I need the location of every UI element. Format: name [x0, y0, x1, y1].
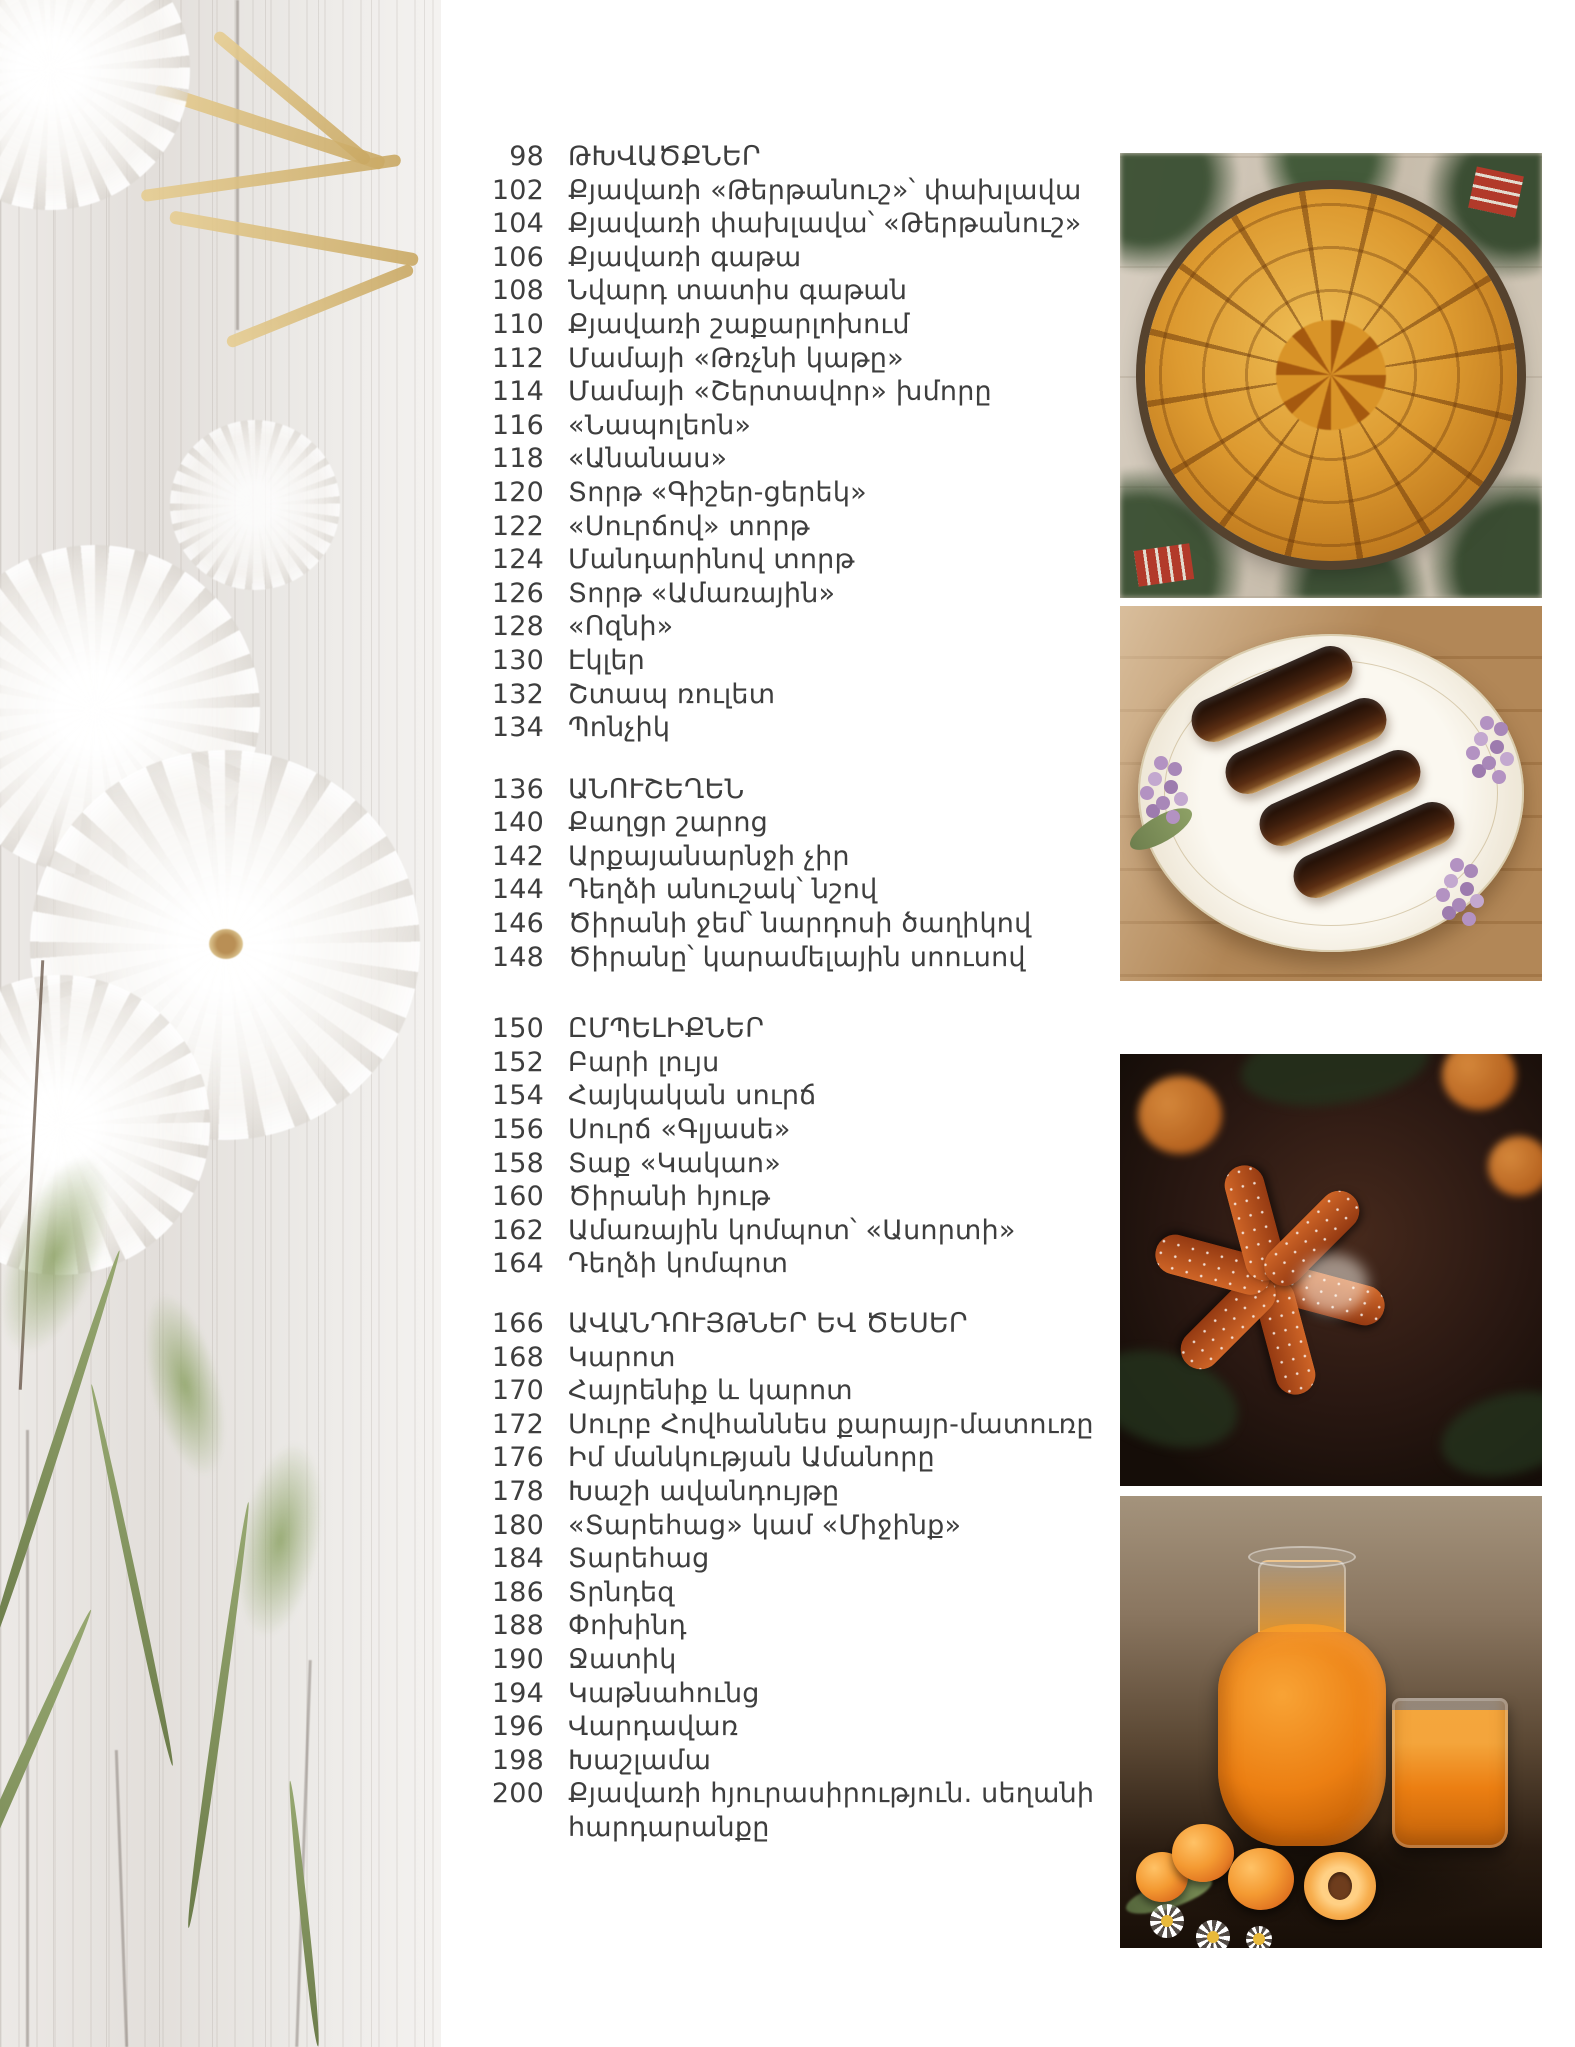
daisy-flower-art [1192, 1916, 1233, 1948]
toc-page-number: 152 [491, 1046, 544, 1078]
toc-entry-title: Հայրենիք և կարոտ [568, 1375, 853, 1407]
toc-page-number: 196 [491, 1711, 544, 1743]
toc-page-number: 158 [491, 1147, 544, 1179]
toc-entry-title: Դեղձի անուշակ՝ նշով [568, 874, 878, 906]
toc-section-title: ԱՎԱՆԴՈՒՅԹՆԵՐ ԵՎ ԾԵՍԵՐ [568, 1308, 968, 1339]
toc-page-number: 198 [491, 1744, 544, 1776]
toc-entry-title: Փոխինդ [568, 1610, 687, 1642]
toc-entry [480, 241, 1055, 275]
toc-page-number: 160 [491, 1181, 544, 1213]
toc-section-pastries [480, 140, 1082, 745]
toc-page-number: 162 [491, 1214, 544, 1246]
toc-entry [480, 577, 1055, 611]
toc-entry-title: Ջատիկ [568, 1643, 677, 1675]
toc-page-number: 154 [491, 1080, 544, 1112]
toc-entry [480, 1643, 1055, 1677]
toc-page-number: 118 [491, 443, 544, 475]
toc-entry [480, 1079, 1055, 1113]
toc-entry [480, 1180, 1055, 1214]
toc-page-number: 140 [491, 807, 544, 839]
toc-page-number: 130 [491, 644, 544, 676]
white-flower-art [170, 420, 340, 590]
toc-page-number: 178 [491, 1475, 544, 1507]
toc-page-number: 126 [491, 577, 544, 609]
toc-page-number: 170 [491, 1375, 544, 1407]
toc-entry [480, 1441, 1055, 1475]
toc-entry-title: Մամայի «Թռչնի կաթը» [568, 342, 904, 374]
toc-page-number: 188 [491, 1610, 544, 1642]
powdered-sugar-art [1298, 1254, 1368, 1314]
toc-entry-title: Արքայանարնջի չիր [568, 840, 850, 872]
toc-page-number: 98 [509, 141, 544, 172]
toc-page-number: 136 [491, 773, 544, 805]
grass-blade-art [0, 1607, 96, 2029]
juice-carafe-art [1218, 1624, 1386, 1846]
toc-entry-title: Տաք «Կակաո» [568, 1147, 781, 1179]
toc-entry-title: Սուրճ «Գլյասե» [568, 1114, 791, 1146]
toc-page-number: 166 [491, 1308, 544, 1339]
toc-entry [480, 1542, 1055, 1576]
toc-page-number: 186 [491, 1576, 544, 1608]
wood-crack [115, 1750, 128, 2047]
toc-page-number: 134 [491, 712, 544, 744]
toc-page-number: 180 [491, 1509, 544, 1541]
toc-page-number: 124 [491, 544, 544, 576]
toc-entry [480, 644, 1055, 678]
toc-entry [480, 207, 1082, 241]
toc-section-header-row [480, 140, 1055, 174]
grass-tuft-art [128, 1284, 242, 1485]
toc-page-number: 104 [491, 208, 544, 240]
photo-eclairs [1120, 606, 1542, 981]
toc-entry [480, 1475, 1055, 1509]
baklava-center-star-art [1276, 320, 1386, 430]
raffia-straw-art [169, 210, 419, 267]
daisy-flower-art [1246, 1926, 1272, 1948]
toc-entry-title: Կաթնահունց [568, 1677, 760, 1709]
toc-entry-title: հարդարանքը [568, 1811, 770, 1843]
toc-page-number: 128 [491, 611, 544, 643]
toc-entry [480, 907, 1055, 941]
toc-section-title: ԹԽՎԱԾՔՆԵՐ [568, 141, 761, 172]
toc-entry [480, 1113, 1055, 1147]
toc-page-number: 102 [491, 174, 544, 206]
apricot-art [1228, 1848, 1294, 1910]
toc-section-header-row [480, 773, 1055, 807]
toc-entry [480, 274, 1055, 308]
toc-page-number: 156 [491, 1114, 544, 1146]
daisy-flower-art [1150, 1904, 1184, 1938]
toc-entry [480, 941, 1055, 975]
toc-entry [480, 1046, 1055, 1080]
toc-page-number: 144 [491, 874, 544, 906]
toc-entry [480, 1777, 1095, 1811]
apricot-art [1488, 1136, 1542, 1196]
toc-page-number: 150 [491, 1013, 544, 1045]
toc-section-drinks [480, 1012, 1055, 1281]
toc-page-number: 172 [491, 1408, 544, 1440]
toc-entry-title: Ամառային կոմպոտ՝ «Ասորտի» [568, 1214, 1016, 1246]
apricot-art [1172, 1824, 1234, 1882]
toc-entry-title: Քյավառի հյուրասիրություն. սեղանի [568, 1778, 1095, 1810]
toc-entry-title: Բարի լույս [568, 1046, 720, 1078]
toc-page-number: 108 [491, 275, 544, 307]
fir-greenery-art [1235, 1054, 1434, 1117]
toc-entry [480, 1341, 1055, 1375]
toc-entry-title: Քյավառի գաթա [568, 241, 802, 273]
toc-section-title: ԱՆՈՒՇԵՂԵՆ [568, 773, 745, 805]
toc-page-number: 122 [491, 510, 544, 542]
toc-entry-title: Ծիրանի հյութ [568, 1181, 771, 1213]
toc-entry-title: Ծիրանը՝ կարամելային սոուսով [568, 941, 1026, 973]
toc-entry-title: Խաշլամա [568, 1744, 712, 1776]
toc-entry-title: «Նապոլեոն» [568, 409, 752, 441]
toc-entry-title: Քյավառի շաքարլոխում [568, 308, 910, 340]
toc-entry [480, 1247, 1055, 1281]
toc-entry-title: Էկլեր [568, 644, 645, 676]
toc-entry-title: «Անանաս» [568, 443, 728, 475]
toc-entry [480, 678, 1055, 712]
raffia-straw-art [154, 83, 387, 170]
toc-entry [480, 1710, 1055, 1744]
table-of-contents [480, 140, 1095, 1845]
toc-page-number: 164 [491, 1248, 544, 1280]
toc-page-number: 114 [491, 376, 544, 408]
toc-entry-title: Քյավառի «Թերթանուշ»՝ փախլավա [568, 174, 1082, 206]
toc-page-number: 120 [491, 476, 544, 508]
toc-entry [480, 476, 1055, 510]
toc-page-number: 142 [491, 840, 544, 872]
toc-entry-title: Սուրբ Հովհաննես քարայր-մատուռը [568, 1408, 1094, 1440]
apricot-art [1442, 1054, 1516, 1110]
toc-entry-title: Տրնդեզ [568, 1576, 675, 1608]
toc-entry-title: «Ոզնի» [568, 611, 674, 643]
toc-entry [480, 806, 1055, 840]
toc-entry-title: Տորթ «Ամառային» [568, 577, 836, 609]
toc-section-title: ԸՄՊԵԼԻՔՆԵՐ [568, 1013, 765, 1045]
plaid-ribbon-art [1134, 543, 1194, 586]
toc-page-number: 148 [491, 941, 544, 973]
toc-page-number: 106 [491, 241, 544, 273]
photo-baklava [1120, 153, 1542, 598]
toc-page-number: 168 [491, 1341, 544, 1373]
fir-greenery-art [1432, 1378, 1542, 1486]
toc-section-header-row [480, 1307, 1055, 1341]
toc-entry [480, 1374, 1055, 1408]
toc-entry [480, 442, 1055, 476]
toc-entry-title: «Սուրճով» տորթ [568, 510, 810, 542]
toc-entry-title: Ծիրանի ջեմ՝ նարդոսի ծաղիկով [568, 908, 1032, 940]
toc-entry [480, 873, 1055, 907]
toc-page-number: 176 [491, 1442, 544, 1474]
toc-section-header-row [480, 1012, 1055, 1046]
toc-entry [480, 1214, 1055, 1248]
toc-entry-title: Նվարդ տատիս գաթան [568, 275, 908, 307]
toc-entry [480, 409, 1055, 443]
toc-entry-title: Հայկական սուրճ [568, 1080, 817, 1112]
toc-entry [480, 174, 1082, 208]
toc-page-number: 116 [491, 409, 544, 441]
toc-entry-title: Տարեհաց [568, 1543, 710, 1575]
toc-entry [480, 1408, 1094, 1442]
toc-entry [480, 308, 1055, 342]
toc-entry-title: Քյավառի փախլավա՝ «Թերթանուշ» [568, 208, 1082, 240]
white-flower-art [0, 0, 190, 210]
toc-page-number: 194 [491, 1677, 544, 1709]
toc-entry [480, 1509, 1055, 1543]
photo-dried-apricots [1120, 1054, 1542, 1486]
apricot-art [1138, 1076, 1222, 1154]
toc-entry-title: Դեղձի կոմպոտ [568, 1248, 789, 1280]
toc-entry [480, 1609, 1055, 1643]
toc-entry-title: Մամայի «Շերտավոր» խմորը [568, 376, 992, 408]
toc-page-number: 200 [491, 1778, 544, 1810]
toc-entry [480, 1811, 1055, 1845]
toc-entry-title: Իմ մանկության Ամանորը [568, 1442, 935, 1474]
apricot-half-art [1304, 1852, 1376, 1920]
toc-page-number: 112 [491, 342, 544, 374]
toc-page-number: 146 [491, 908, 544, 940]
photo-apricot-juice [1120, 1496, 1542, 1948]
toc-entry-title: Վարդավառ [568, 1711, 739, 1743]
toc-entry-title: Կարոտ [568, 1341, 676, 1373]
toc-entry [480, 375, 1055, 409]
toc-entry-title: «Տարեհաց» կամ «Միջինք» [568, 1509, 962, 1541]
left-flower-photo [0, 0, 441, 2047]
toc-entry [480, 1576, 1055, 1610]
toc-section-sweets [480, 773, 1055, 975]
lilac-flower-art [1480, 716, 1494, 730]
toc-entry [480, 543, 1055, 577]
toc-entry-title: Շտապ ռուլետ [568, 678, 776, 710]
toc-page-number: 184 [491, 1543, 544, 1575]
toc-entry [480, 510, 1055, 544]
toc-entry [480, 1744, 1055, 1778]
toc-page-number [480, 1811, 544, 1845]
lilac-flower-art [1154, 756, 1168, 770]
juice-glass-art [1392, 1698, 1508, 1848]
toc-page-number: 190 [491, 1643, 544, 1675]
toc-entry-title: Տորթ «Գիշեր-ցերեկ» [568, 476, 867, 508]
toc-entry [480, 610, 1055, 644]
toc-section-traditions [480, 1307, 1095, 1845]
toc-entry [480, 1147, 1055, 1181]
toc-entry-title: Պոնչիկ [568, 712, 671, 744]
toc-entry-title: Մանդարինով տորթ [568, 544, 855, 576]
raffia-straw-art [225, 263, 415, 349]
toc-entry-title: Խաշի ավանդույթը [568, 1475, 840, 1507]
lilac-flower-art [1450, 858, 1464, 872]
toc-page-number: 110 [491, 308, 544, 340]
toc-page-number: 132 [491, 678, 544, 710]
toc-entry [480, 342, 1055, 376]
toc-entry [480, 711, 1055, 745]
toc-entry [480, 1677, 1055, 1711]
toc-entry [480, 840, 1055, 874]
toc-entry-title: Քաղցր շարոց [568, 807, 768, 839]
